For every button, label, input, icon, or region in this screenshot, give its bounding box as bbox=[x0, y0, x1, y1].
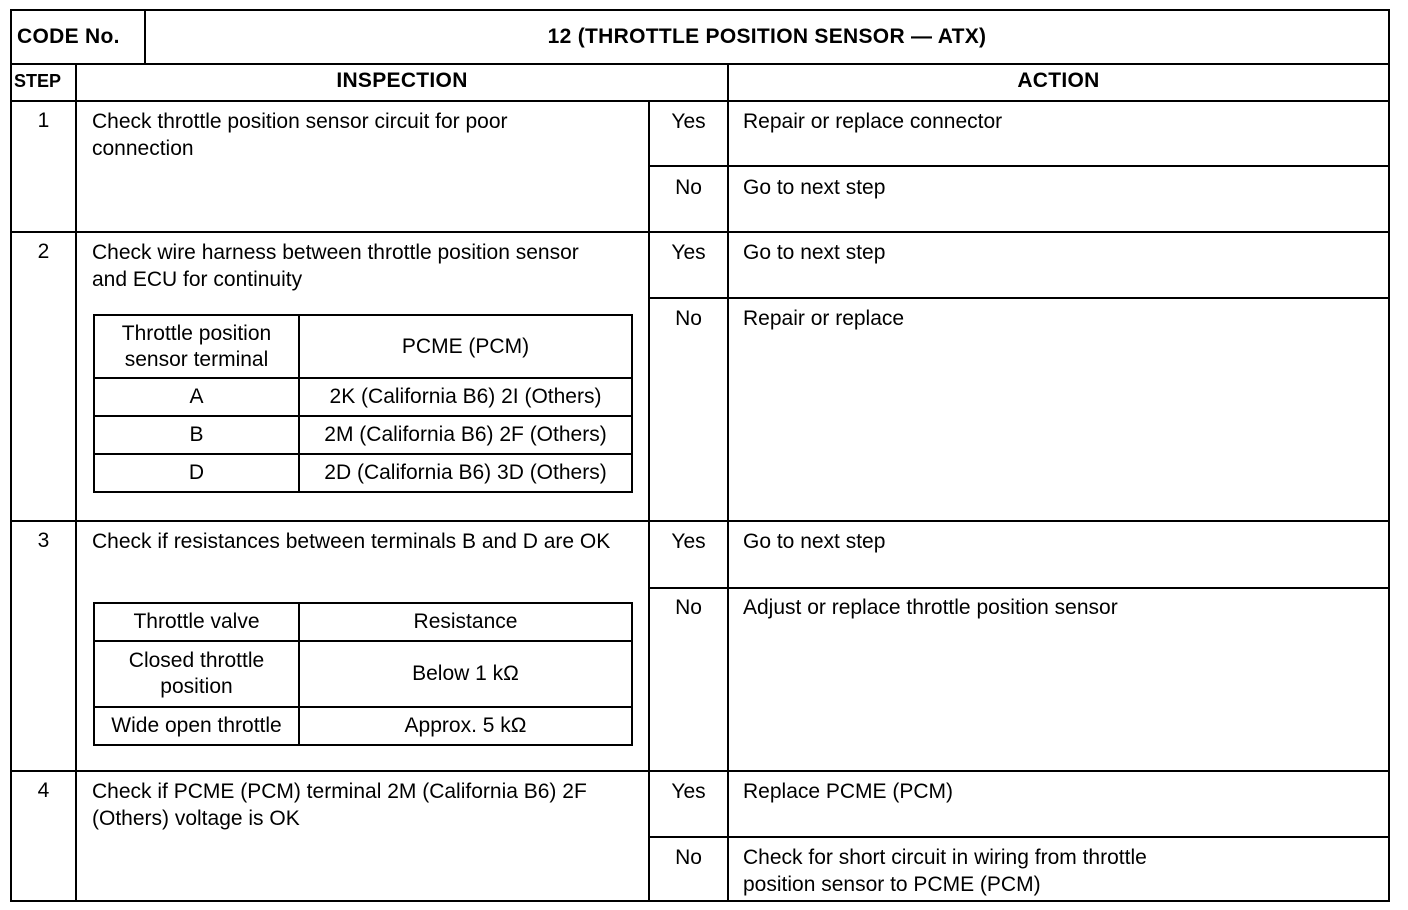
pcme-cell: 2D (California B6) 3D (Others) bbox=[299, 454, 632, 492]
rule-step2-bottom bbox=[12, 520, 1388, 522]
pcme-cell: 2M (California B6) 2F (Others) bbox=[299, 416, 632, 454]
terminal-table-header-pcme: PCME (PCM) bbox=[299, 315, 632, 378]
step-column-header: STEP bbox=[14, 71, 62, 91]
rule-step-divider bbox=[75, 63, 77, 900]
rule-subheader-bottom bbox=[12, 100, 1388, 102]
step-4-no-action: Check for short circuit in wiring from throttle position sensor to PCME (PCM) bbox=[743, 846, 1147, 896]
step-4-number: 4 bbox=[37, 779, 50, 802]
code-title: 12 (THROTTLE POSITION SENSOR — ATX) bbox=[547, 25, 987, 48]
terminal-cell: D bbox=[94, 454, 299, 492]
step-3-yes-action: Go to next step bbox=[743, 530, 886, 553]
step-3-no-action: Adjust or replace throttle position sensor bbox=[743, 596, 1118, 619]
rule-header-bottom bbox=[12, 63, 1388, 65]
step-4-yes-label: Yes bbox=[671, 780, 706, 803]
step-2-number: 2 bbox=[37, 240, 50, 263]
valve-cell: Wide open throttle bbox=[94, 707, 299, 745]
step-1-inspection: Check throttle position sensor circuit for poor connection bbox=[92, 110, 508, 160]
rule-step1-bottom bbox=[12, 231, 1388, 233]
code-number-label: CODE No. bbox=[17, 25, 120, 48]
resistance-table-header-valve: Throttle valve bbox=[94, 603, 299, 641]
terminal-cell: B bbox=[94, 416, 299, 454]
step-3-no-label: No bbox=[675, 596, 702, 619]
rule-step2-yes-no bbox=[648, 297, 1388, 299]
inspection-column-header: INSPECTION bbox=[336, 69, 468, 92]
resistance-cell: Below 1 kΩ bbox=[299, 641, 632, 707]
step-1-yes-label: Yes bbox=[671, 110, 706, 133]
rule-action-divider bbox=[727, 63, 729, 900]
step-2-yes-label: Yes bbox=[671, 241, 706, 264]
step-2-no-action: Repair or replace bbox=[743, 307, 905, 330]
action-column-header: ACTION bbox=[1017, 69, 1100, 92]
rule-step3-bottom bbox=[12, 770, 1388, 772]
terminal-cell: A bbox=[94, 378, 299, 416]
step-2-no-label: No bbox=[675, 307, 702, 330]
step-1-no-label: No bbox=[675, 176, 702, 199]
diagnostic-table bbox=[10, 9, 1390, 902]
step-4-yes-action: Replace PCME (PCM) bbox=[743, 780, 954, 803]
rule-step4-yes-no bbox=[648, 836, 1388, 838]
step-3-inspection: Check if resistances between terminals B and D are OK bbox=[92, 530, 611, 553]
step-3-number: 3 bbox=[37, 529, 50, 552]
step-2-yes-action: Go to next step bbox=[743, 241, 886, 264]
resistance-table-header-resistance: Resistance bbox=[299, 603, 632, 641]
step-2-inspection: Check wire harness between throttle position sensor and ECU for continuity bbox=[92, 241, 579, 291]
rule-step3-yes-no bbox=[648, 587, 1388, 589]
step-1-number: 1 bbox=[37, 109, 50, 132]
rule-step1-yes-no bbox=[648, 165, 1388, 167]
resistance-cell: Approx. 5 kΩ bbox=[299, 707, 632, 745]
valve-cell: Closed throttle position bbox=[94, 641, 299, 707]
resistance-table bbox=[93, 602, 633, 746]
pcme-cell: 2K (California B6) 2I (Others) bbox=[299, 378, 632, 416]
step-4-inspection: Check if PCME (PCM) terminal 2M (California B6) 2F (Others) voltage is OK bbox=[92, 780, 587, 830]
step-1-yes-action: Repair or replace connector bbox=[743, 110, 1003, 133]
step-4-no-label: No bbox=[675, 846, 702, 869]
step-1-no-action: Go to next step bbox=[743, 176, 886, 199]
step-3-yes-label: Yes bbox=[671, 530, 706, 553]
terminal-table bbox=[93, 314, 633, 493]
terminal-table-header-terminal: Throttle position sensor terminal bbox=[94, 315, 299, 378]
